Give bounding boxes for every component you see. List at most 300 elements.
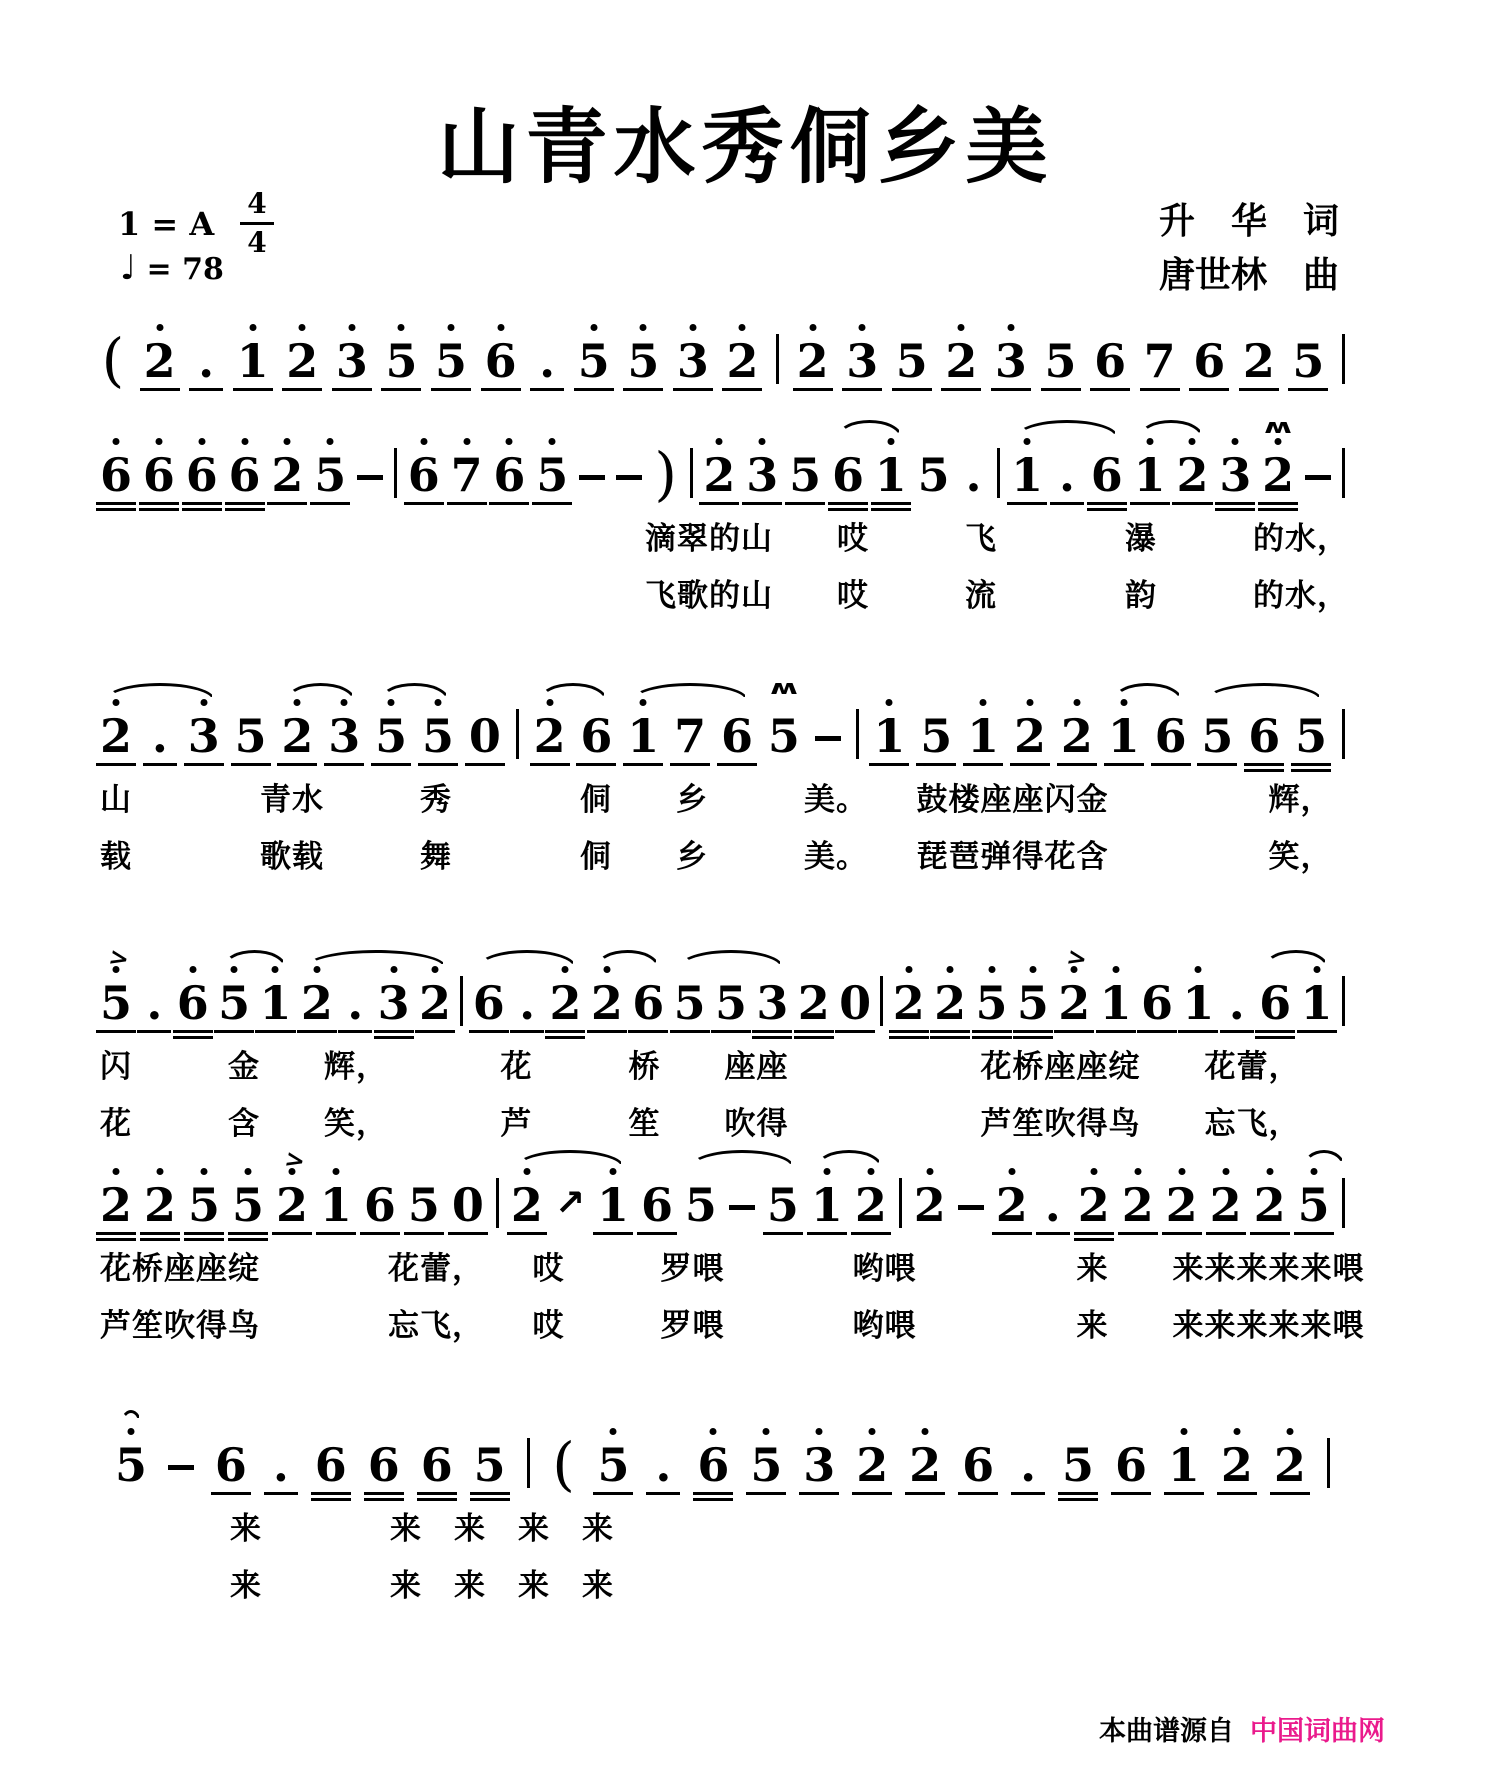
octave-dot <box>926 1168 933 1175</box>
note: 2 <box>855 1164 887 1230</box>
note: 1 <box>967 695 999 761</box>
underline <box>364 1492 404 1495</box>
note: 2 <box>1221 1424 1253 1490</box>
accent-mark: > <box>282 1144 308 1176</box>
note: 1 <box>1301 962 1333 1028</box>
note: . <box>650 1424 676 1490</box>
note: 2 <box>100 1164 132 1230</box>
underline <box>828 502 868 505</box>
note: 6 <box>697 1424 729 1490</box>
slur-arc <box>286 683 355 700</box>
underline <box>267 502 307 505</box>
underline <box>228 1232 268 1235</box>
tempo-marking <box>120 248 224 288</box>
underline <box>1288 388 1328 391</box>
note: 6 <box>1259 962 1291 1028</box>
slur-arc <box>1206 683 1322 700</box>
underline <box>1151 763 1191 766</box>
octave-dot <box>867 1168 874 1175</box>
note: ) <box>654 440 678 508</box>
note: 6 <box>186 434 218 500</box>
octave-dot <box>759 438 766 445</box>
underline <box>182 508 222 511</box>
octave-dot <box>1090 1168 1097 1175</box>
underline <box>137 1030 171 1033</box>
underline <box>972 1030 1012 1033</box>
octave-dot <box>113 699 120 706</box>
underline <box>143 763 177 766</box>
note: 6 <box>641 1164 673 1230</box>
underline <box>593 1232 633 1235</box>
note: 3 <box>378 962 410 1028</box>
octave-dot <box>640 699 647 706</box>
underline <box>1096 1030 1136 1033</box>
octave-dot <box>1178 1168 1185 1175</box>
octave-dot <box>716 438 723 445</box>
time-denominator: 4 <box>247 226 267 259</box>
underline <box>1036 1232 1070 1235</box>
score-line-4 <box>100 942 1345 1147</box>
underline <box>958 1492 998 1495</box>
octave-dot <box>156 1168 163 1175</box>
underline <box>752 1036 792 1039</box>
underline <box>184 763 224 766</box>
credits <box>1159 194 1339 302</box>
octave-dot <box>1195 966 1202 973</box>
dash-line <box>357 475 383 480</box>
underline <box>1206 1232 1246 1235</box>
octave-dot <box>958 324 965 331</box>
underline <box>465 763 505 766</box>
underline <box>182 502 222 505</box>
note <box>729 1189 755 1230</box>
note: 2 <box>798 962 830 1028</box>
underline <box>255 1030 295 1033</box>
underline <box>711 1030 751 1033</box>
dash-line <box>729 1205 755 1210</box>
underline <box>889 1036 929 1039</box>
note: 2 <box>144 1164 176 1230</box>
note: 2 <box>934 962 966 1028</box>
underline <box>991 388 1031 391</box>
note: . <box>1040 1164 1066 1230</box>
barline <box>880 976 883 1026</box>
underline <box>272 1232 312 1235</box>
octave-dot <box>200 1168 207 1175</box>
note: 0 <box>469 695 501 761</box>
barline <box>1342 976 1345 1026</box>
slur-arc <box>596 950 659 967</box>
underline <box>338 1030 372 1033</box>
octave-dot <box>332 1168 339 1175</box>
note: 2 <box>271 434 303 500</box>
octave-dot <box>200 699 207 706</box>
notation-row <box>100 1144 1345 1232</box>
note: 1 <box>1108 695 1140 761</box>
note <box>616 459 642 500</box>
underline <box>842 388 882 391</box>
underline <box>1054 1030 1094 1033</box>
key-label: 1 = A <box>118 204 215 243</box>
octave-dot <box>1146 438 1153 445</box>
underline <box>1258 502 1298 505</box>
footer-prefix: 本曲谱源自 <box>1099 1716 1234 1746</box>
slur-arc <box>120 1410 142 1427</box>
underline <box>576 763 616 766</box>
underline <box>746 1492 786 1495</box>
octave-dot <box>1120 699 1127 706</box>
octave-dot <box>244 1168 251 1175</box>
note: 2 <box>1254 1164 1286 1230</box>
note: 1 <box>1182 962 1214 1028</box>
underline <box>623 763 663 766</box>
octave-dot <box>886 699 893 706</box>
note: 5 <box>474 1424 506 1490</box>
underline <box>184 1232 224 1235</box>
barline <box>690 448 693 498</box>
octave-dot <box>905 966 912 973</box>
notation-row <box>100 414 1345 508</box>
note: . <box>193 320 219 386</box>
octave-dot <box>1313 966 1320 973</box>
underline <box>916 763 956 766</box>
underline <box>722 388 762 391</box>
note: 6 <box>1115 1424 1147 1490</box>
octave-dot <box>922 1428 929 1435</box>
dash-line <box>168 1465 194 1470</box>
note: 5 <box>536 434 568 500</box>
note: 6 <box>1091 434 1123 500</box>
underline <box>623 388 663 391</box>
barline <box>1342 448 1345 498</box>
octave-dot <box>763 1428 770 1435</box>
underline <box>140 1238 180 1241</box>
slur-arc <box>105 683 215 700</box>
note: . <box>1054 434 1080 500</box>
note: 5 <box>920 695 952 761</box>
note: 1 <box>1168 1424 1200 1490</box>
underline <box>673 388 713 391</box>
underline <box>469 1030 509 1033</box>
barline <box>394 448 397 498</box>
underline <box>381 388 421 391</box>
slur-arc <box>816 1150 882 1167</box>
note: 2 ʍ <box>1262 434 1294 500</box>
note: 5 <box>1017 962 1049 1028</box>
accent-mark: > <box>106 942 132 974</box>
underline <box>1087 508 1127 511</box>
note: 2 <box>703 434 735 500</box>
note: 0 <box>452 1164 484 1230</box>
octave-dot <box>313 966 320 973</box>
note: 6 <box>421 1424 453 1490</box>
note: 5 <box>115 1424 147 1490</box>
underline <box>1090 388 1130 391</box>
barline <box>1342 709 1345 759</box>
underline <box>869 763 909 766</box>
note: 6 <box>315 1424 347 1490</box>
lyrics-row: 来 来 来 来 来 <box>230 1511 614 1546</box>
barline <box>516 709 519 759</box>
octave-dot <box>603 966 610 973</box>
barline <box>1342 1178 1345 1228</box>
note: 2 <box>534 695 566 761</box>
note: 2 <box>1210 1164 1242 1230</box>
underline <box>189 388 223 391</box>
octave-dot <box>448 324 455 331</box>
underline <box>1074 1232 1114 1235</box>
underline <box>1164 1492 1204 1495</box>
octave-dot <box>739 324 746 331</box>
score-line-6 <box>115 1422 1330 1609</box>
slur-arc <box>1139 420 1203 437</box>
note: 2 <box>144 320 176 386</box>
underline <box>1255 1036 1295 1039</box>
note: 6 <box>1248 695 1280 761</box>
underline <box>1215 502 1255 505</box>
underline <box>930 1030 970 1033</box>
note: 6 <box>177 962 209 1028</box>
note: 1 <box>1134 434 1166 500</box>
underline <box>225 502 265 505</box>
note: 0 <box>839 962 871 1028</box>
underline <box>972 1036 1012 1039</box>
underline <box>470 1498 510 1501</box>
dash-line <box>815 736 841 741</box>
note: 3 <box>1219 434 1251 500</box>
underline <box>1162 1232 1202 1235</box>
note: 2 <box>726 320 758 386</box>
note: 5 <box>674 962 706 1028</box>
note: 5 ʍ <box>767 675 800 763</box>
note: 2 > <box>276 1164 308 1230</box>
underline <box>404 502 444 505</box>
underline <box>507 1232 547 1235</box>
note: 2 <box>591 962 623 1028</box>
note: 2 <box>549 962 581 1028</box>
underline <box>184 1238 224 1241</box>
slur-arc <box>1264 950 1328 967</box>
note: 5 <box>917 448 950 502</box>
octave-dot <box>689 324 696 331</box>
lyricist-credit: 升 华 词 <box>1158 200 1339 241</box>
note: 1 <box>259 962 291 1028</box>
underline <box>1140 388 1180 391</box>
octave-dot <box>1029 966 1036 973</box>
octave-dot <box>809 324 816 331</box>
score-line-2 <box>100 414 1349 619</box>
underline <box>992 1232 1032 1235</box>
note: 6 <box>580 695 612 761</box>
octave-dot <box>859 324 866 331</box>
octave-dot <box>1232 438 1239 445</box>
dash-line <box>616 475 642 480</box>
underline <box>930 1036 970 1039</box>
underline <box>530 763 570 766</box>
underline <box>1011 1492 1045 1495</box>
underline <box>545 1030 585 1033</box>
underline <box>799 1492 839 1495</box>
lyrics-row: 来 来 来 来 来 <box>230 1567 614 1603</box>
note: 2 <box>1078 1164 1110 1230</box>
time-numerator: 4 <box>240 190 273 225</box>
note: 2 <box>945 320 977 386</box>
notation-row <box>100 318 1345 394</box>
note: 1 <box>237 320 269 386</box>
note: ( <box>552 1430 575 1498</box>
note: 5 <box>235 695 267 761</box>
slur-arc <box>690 1150 794 1167</box>
underline <box>717 763 757 766</box>
octave-dot <box>113 438 120 445</box>
octave-dot <box>988 966 995 973</box>
note: 6 <box>473 962 505 1028</box>
underline <box>1255 1030 1295 1033</box>
note: . <box>534 320 560 386</box>
note: 6 <box>485 320 517 386</box>
note: 6 <box>215 1424 247 1490</box>
note: . <box>1015 1424 1041 1490</box>
octave-dot <box>1073 699 1080 706</box>
octave-dot <box>609 1168 616 1175</box>
underline <box>693 1492 733 1495</box>
underline <box>1058 1498 1098 1501</box>
underline <box>587 1030 627 1033</box>
notation-row <box>100 675 1345 763</box>
octave-dot <box>1180 1428 1187 1435</box>
underline <box>1215 508 1255 511</box>
barline <box>997 448 1000 498</box>
octave-dot <box>198 438 205 445</box>
note: 5 <box>578 320 610 386</box>
note: 2 <box>797 320 829 386</box>
note: 2 <box>1243 320 1275 386</box>
slur-arc <box>679 950 783 967</box>
underline <box>1137 1030 1177 1033</box>
octave-dot <box>113 1168 120 1175</box>
octave-dot <box>155 438 162 445</box>
underline <box>139 502 179 505</box>
underline <box>364 1498 404 1501</box>
note: . <box>514 962 540 1028</box>
underline <box>1294 1232 1334 1235</box>
underline <box>835 1030 875 1033</box>
underline <box>1111 1492 1151 1495</box>
note: 1 <box>597 1164 629 1230</box>
note: 6 <box>100 434 132 500</box>
underline <box>417 1498 457 1501</box>
octave-dot <box>1007 324 1014 331</box>
octave-dot <box>562 966 569 973</box>
note: 6 <box>364 1164 396 1230</box>
note: 6 <box>229 434 261 500</box>
note: 1 <box>1100 962 1132 1028</box>
underline <box>1239 388 1279 391</box>
octave-dot <box>420 438 427 445</box>
lyrics-row: 滴翠的山 哎 飞 瀑 的水， <box>645 521 1349 556</box>
note: 5 <box>627 320 659 386</box>
octave-dot <box>823 1168 830 1175</box>
note: 3 <box>336 320 368 386</box>
score-line-5 <box>100 1144 1365 1349</box>
underline <box>214 1030 254 1033</box>
octave-dot <box>299 324 306 331</box>
octave-dot <box>1026 699 1033 706</box>
notation-row <box>100 942 1345 1030</box>
note: 5 <box>1045 320 1077 386</box>
underline <box>1118 1232 1158 1235</box>
note: 6 <box>368 1424 400 1490</box>
barline <box>856 709 859 759</box>
underline <box>1197 763 1237 766</box>
slur-arc <box>539 683 607 700</box>
underline <box>311 1498 351 1501</box>
note: 6 <box>632 962 664 1028</box>
underline <box>742 502 782 505</box>
lyrics-row: 山 青水 秀 侗 乡 美。 鼓楼座座闪金 辉， <box>100 782 1333 817</box>
note: 3 <box>328 695 360 761</box>
underline <box>417 1492 457 1495</box>
octave-dot <box>189 966 196 973</box>
note: 5 <box>188 1164 220 1230</box>
underline <box>374 1036 414 1039</box>
octave-dot <box>1233 1428 1240 1435</box>
underline <box>447 502 487 505</box>
underline <box>139 508 179 511</box>
octave-dot <box>294 699 301 706</box>
underline <box>374 1030 414 1033</box>
footer-site[interactable]: 中国词曲网 <box>1250 1716 1385 1746</box>
note: 7 <box>674 695 706 761</box>
note: 2 <box>419 962 451 1028</box>
note: 5 <box>232 1164 264 1230</box>
note: 1 <box>627 695 659 761</box>
slur-arc <box>837 420 902 437</box>
note: 3 <box>188 695 220 761</box>
key-signature <box>118 187 274 259</box>
underline <box>646 1492 680 1495</box>
underline <box>225 508 265 511</box>
barline <box>776 334 779 384</box>
underline <box>941 388 981 391</box>
note: 6 <box>408 434 440 500</box>
underline <box>173 1036 213 1039</box>
underline <box>96 508 136 511</box>
note: 1 <box>1011 434 1043 500</box>
underline <box>1087 502 1127 505</box>
dash-line <box>579 475 605 480</box>
note: 2 <box>100 695 132 761</box>
note: 2 <box>1274 1424 1306 1490</box>
underline <box>96 502 136 505</box>
underline <box>297 1030 337 1033</box>
underline <box>889 1030 929 1033</box>
underline <box>699 502 739 505</box>
slur-arc <box>1016 420 1118 437</box>
note: 2 <box>1166 1164 1198 1230</box>
slur-arc <box>380 683 449 700</box>
octave-dot <box>1266 1168 1273 1175</box>
slur-arc <box>516 1150 624 1167</box>
underline <box>1057 763 1097 766</box>
note: ( <box>101 326 125 394</box>
underline <box>1291 763 1331 766</box>
underline <box>693 1498 733 1501</box>
underline <box>173 1030 213 1033</box>
octave-dot <box>348 324 355 331</box>
notation-row <box>115 1422 1330 1498</box>
underline <box>282 388 322 391</box>
